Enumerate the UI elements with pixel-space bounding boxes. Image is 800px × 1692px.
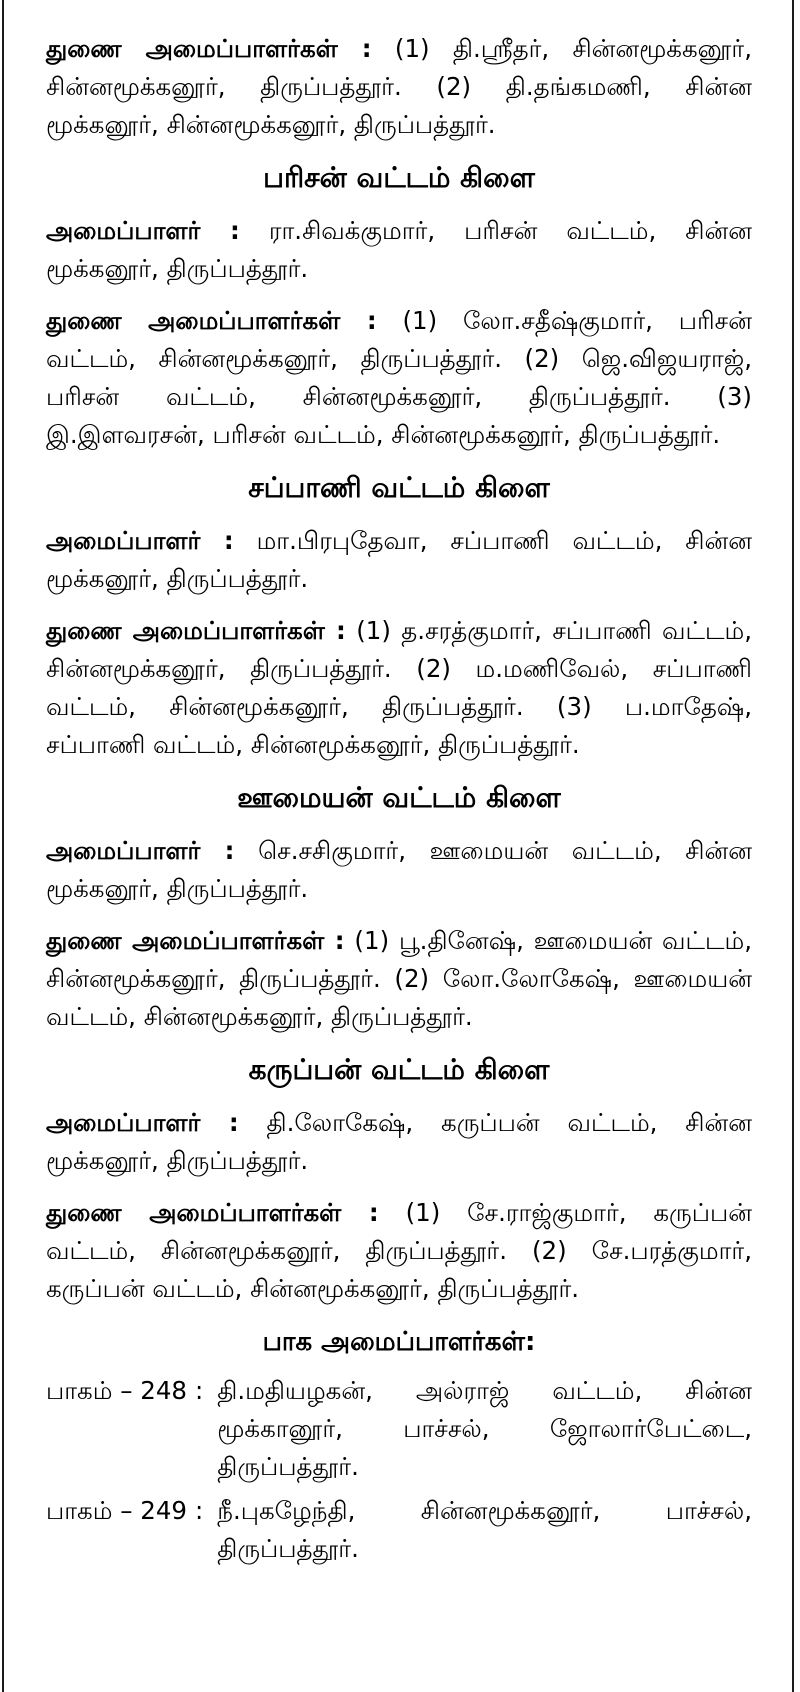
deputy-label: துணை அமைப்பாளர்கள் : [46, 926, 345, 955]
section-heading: சப்பாணி வட்டம் கிளை [248, 471, 550, 504]
deputy-label: துணை அமைப்பாளர்கள் : [46, 1198, 379, 1227]
organizer-text: ரா.சிவக்குமார், பரிசன் வட்டம், சின்ன மூக்கனூர், திருப்பத்தூர். [46, 216, 752, 283]
organizer-text: தி.லோகேஷ், கருப்பன் வட்டம், சின்ன மூக்கனூர், திருப்பத்தூர். [46, 1108, 752, 1175]
booth-row [46, 1492, 752, 1568]
organizer-paragraph [46, 212, 752, 288]
deputy-label: துணை அமைப்பாளர்கள் : [46, 616, 346, 645]
organizer-text: செ.சசிகுமார், ஊமையன் வட்டம், சின்ன மூக்கனூர், திருப்பத்தூர். [46, 836, 752, 903]
booth-row [46, 1372, 752, 1486]
booth-number: பாகம் – 249 [46, 1496, 188, 1525]
intro-paragraph [46, 30, 752, 144]
deputy-text: (1) த.சரத்குமார், சப்பாணி வட்டம், சின்னமூக்கனூர், திருப்பத்தூர். (2) ம.மணிவேல், சப்பாணி வட்டம், சின்னமூக்கனூர், திருப்பத்தூர். (3) ப.மாதேஷ், சப்பாணி வட்டம், சின்னமூக்கனூர், திருப்பத்தூர். [46, 616, 752, 759]
booth-separator: : [195, 1376, 204, 1405]
deputy-paragraph [46, 612, 752, 764]
organizer-label: அமைப்பாளர் : [46, 836, 235, 865]
booth-heading: பாக அமைப்பாளர்கள்: [262, 1327, 536, 1357]
organizer-label: அமைப்பாளர் : [46, 1108, 239, 1137]
booth-separator: : [195, 1496, 204, 1525]
deputy-text: (1) தி.ஸ்ரீதர், சின்னமூக்கனூர், சின்னமூக்கனூர், திருப்பத்தூர். (2) தி.தங்கமணி, சின்ன மூக்கனூர், சின்னமூக்கனூர், திருப்பத்தூர். [46, 34, 752, 139]
booth-number: பாகம் – 248 [46, 1376, 188, 1405]
deputy-label: துணை அமைப்பாளர்கள் : [46, 34, 372, 63]
deputy-paragraph [46, 302, 752, 454]
organizer-label: அமைப்பாளர் : [46, 216, 240, 245]
deputy-paragraph [46, 1194, 752, 1308]
section-heading: ஊமையன் வட்டம் கிளை [237, 781, 561, 814]
deputy-text: (1) சே.ராஜ்குமார், கருப்பன் வட்டம், சின்னமூக்கனூர், திருப்பத்தூர். (2) சே.பரத்குமார், கருப்பன் வட்டம், சின்னமூக்கனூர், திருப்பத்தூர். [46, 1198, 752, 1303]
deputy-text: (1) லோ.சதீஷ்குமார், பரிசன் வட்டம், சின்னமூக்கனூர், திருப்பத்தூர். (2) ஜெ.விஜயராஜ், பரிசன் வட்டம், சின்னமூக்கனூர், திருப்பத்தூர். (3) இ.இளவரசன், பரிசன் வட்டம், சின்னமூக்கனூர், திருப்பத்தூர். [46, 306, 752, 449]
organizer-text: மா.பிரபுதேவா, சப்பாணி வட்டம், சின்ன மூக்கனூர், திருப்பத்தூர். [46, 526, 753, 593]
section-heading: கருப்பன் வட்டம் கிளை [248, 1053, 550, 1086]
deputy-paragraph [46, 922, 752, 1036]
organizer-paragraph [46, 832, 752, 908]
document-page [2, 0, 794, 1692]
booth-organizer: நீ.புகழேந்தி, சின்னமூக்கனூர், பாச்சல், திருப்பத்தூர். [217, 1496, 752, 1563]
deputy-label: துணை அமைப்பாளர்கள் : [46, 306, 377, 335]
section-heading: பரிசன் வட்டம் கிளை [263, 161, 535, 194]
deputy-text: (1) பூ.தினேஷ், ஊமையன் வட்டம், சின்னமூக்கனூர், திருப்பத்தூர். (2) லோ.லோகேஷ், ஊமையன் வட்டம், சின்னமூக்கனூர், திருப்பத்தூர். [46, 926, 752, 1031]
organizer-paragraph [46, 522, 752, 598]
organizer-paragraph [46, 1104, 752, 1180]
organizer-label: அமைப்பாளர் : [46, 526, 234, 555]
booth-organizer: தி.மதியழகன், அல்ராஜ் வட்டம், சின்ன மூக்கானூர், பாச்சல், ஜோலார்பேட்டை, திருப்பத்தூர். [217, 1376, 752, 1481]
